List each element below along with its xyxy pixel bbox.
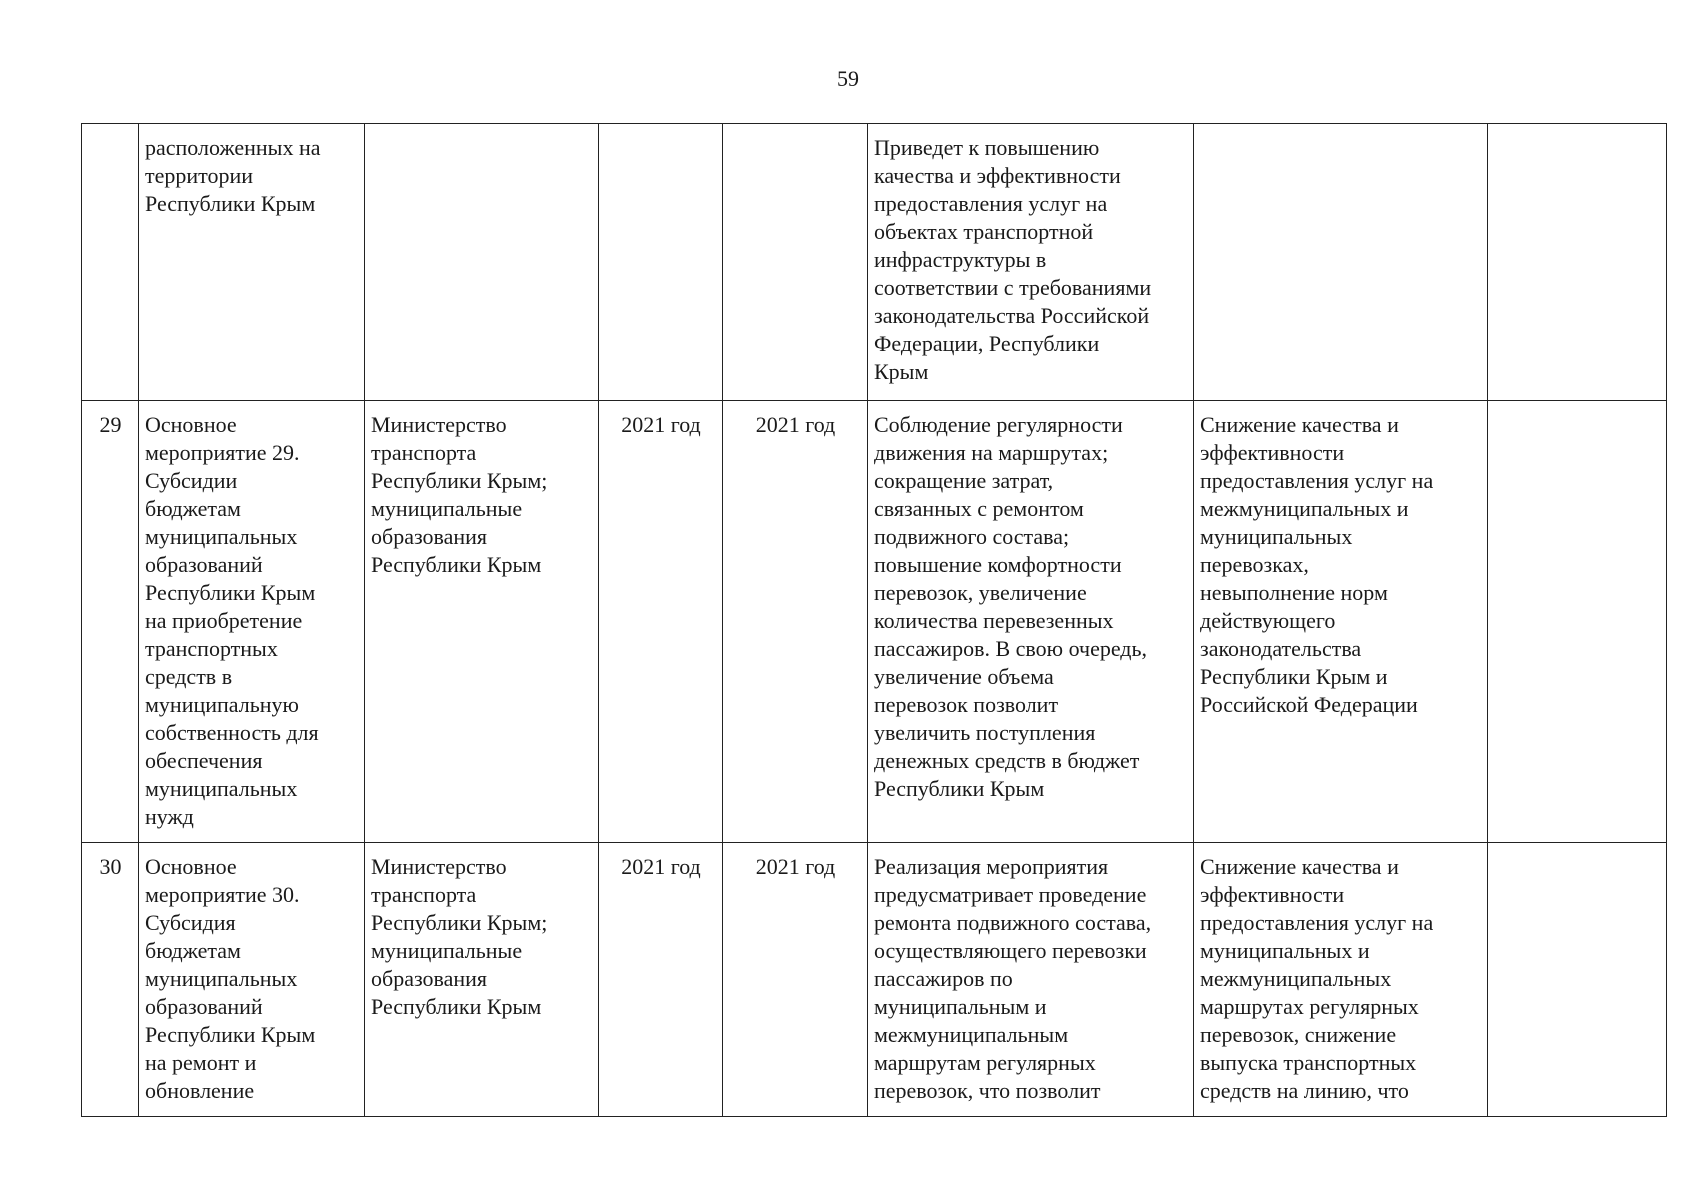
consequence-cell: Снижение качества и эффективности предоставления услуг на межмуниципальных и муниципальных перевозках, невыполнение норм действующего законодательства Республики Крым и Российской Федерации [1194, 401, 1488, 843]
row-number-cell [82, 124, 139, 401]
expected-result-cell: Приведет к повышению качества и эффективности предоставления услуг на объектах транспортной инфраструктуры в соответствии с требованиями законодательства Российской Федерации, Республики Крым [868, 124, 1194, 401]
table-row [82, 843, 1667, 1117]
link-cell [1488, 843, 1667, 1117]
link-cell [1488, 401, 1667, 843]
activity-cell: расположенных на территории Республики Крым [139, 124, 365, 401]
executor-cell: Министерство транспорта Республики Крым; муниципальные образования Республики Крым [365, 401, 599, 843]
activities-table [81, 123, 1667, 1117]
expected-result-cell: Соблюдение регулярности движения на маршрутах; сокращение затрат, связанных с ремонтом подвижного состава; повышение комфортности перевозок, увеличение количества перевезенных пассажиров. В свою очередь, увеличение объема перевозок позволит увеличить поступления денежных средств в бюджет Республики Крым [868, 401, 1194, 843]
link-cell [1488, 124, 1667, 401]
row-number-cell: 29 [82, 401, 139, 843]
end-year-cell: 2021 год [723, 843, 868, 1117]
page-number: 59 [837, 66, 859, 91]
table-row [82, 124, 1667, 401]
start-year-cell: 2021 год [599, 401, 723, 843]
consequence-cell: Снижение качества и эффективности предоставления услуг на муниципальных и межмуниципальных маршрутах регулярных перевозок, снижение выпуска транспортных средств на линию, что [1194, 843, 1488, 1117]
executor-cell [365, 124, 599, 401]
executor-cell: Министерство транспорта Республики Крым; муниципальные образования Республики Крым [365, 843, 599, 1117]
start-year-cell [599, 124, 723, 401]
start-year-cell: 2021 год [599, 843, 723, 1117]
activity-cell: Основное мероприятие 30. Субсидия бюджетам муниципальных образований Республики Крым на ремонт и обновление [139, 843, 365, 1117]
table-row [82, 401, 1667, 843]
activity-cell: Основное мероприятие 29. Субсидии бюджетам муниципальных образований Республики Крым на приобретение транспортных средств в муниципальную собственность для обеспечения муниципальных нужд [139, 401, 365, 843]
end-year-cell [723, 124, 868, 401]
expected-result-cell: Реализация мероприятия предусматривает проведение ремонта подвижного состава, осуществляющего перевозки пассажиров по муниципальным и межмуниципальным маршрутам регулярных перевозок, что позволит [868, 843, 1194, 1117]
row-number-cell: 30 [82, 843, 139, 1117]
consequence-cell [1194, 124, 1488, 401]
end-year-cell: 2021 год [723, 401, 868, 843]
